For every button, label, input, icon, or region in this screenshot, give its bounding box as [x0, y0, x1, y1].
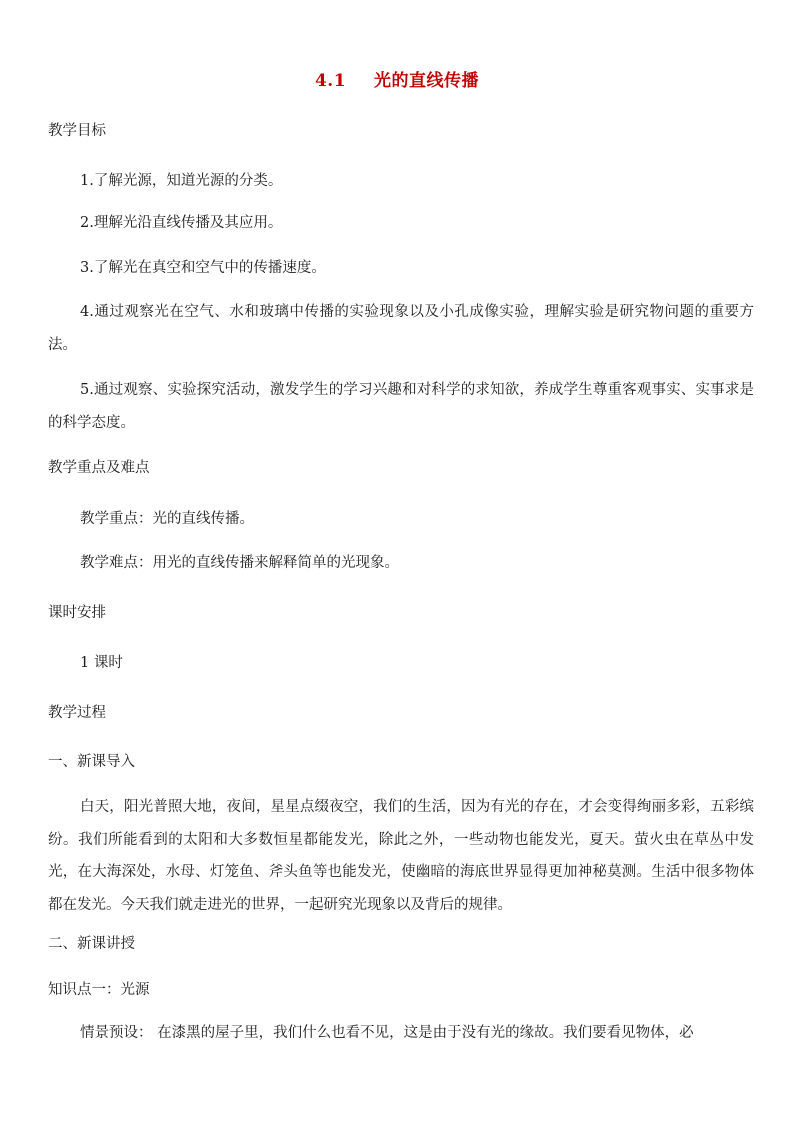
keypoint-text: 教学重点：光的直线传播。	[80, 511, 254, 527]
objective-item-2: 2.理解光沿直线传播及其应用。	[80, 215, 283, 231]
objective-item-3: 3.了解光在真空和空气中的传播速度。	[80, 260, 326, 276]
keypoints-heading: 教学重点及难点	[48, 460, 150, 476]
section-number: 4.1	[314, 71, 347, 91]
process-heading: 教学过程	[48, 705, 106, 721]
intro-heading: 一、新课导入	[48, 754, 135, 770]
objectives-heading: 教学目标	[48, 123, 106, 139]
objective-item-1: 1.了解光源，知道光源的分类。	[80, 173, 283, 189]
objective-item-4: 4.通过观察光在空气、水和玻璃中传播的实验现象以及小孔成像实验，理解实验是研究物问题的重要方法。	[48, 304, 754, 353]
lecture-heading: 二、新课讲授	[48, 936, 135, 952]
knowledge-point-1-heading: 知识点一：光源	[48, 982, 150, 998]
difficulty-text: 教学难点：用光的直线传播来解释简单的光现象。	[80, 555, 399, 571]
schedule-heading: 课时安排	[48, 605, 106, 621]
scenario-paragraph: 情景预设： 在漆黑的屋子里，我们什么也看不见，这是由于没有光的缘故。我们要看见物体，必	[80, 1025, 694, 1041]
title-text: 光的直线传播	[374, 71, 480, 91]
document-title	[0, 66, 794, 91]
schedule-text: 1 课时	[80, 655, 123, 671]
intro-paragraph: 白天，阳光普照大地，夜间，星星点缀夜空，我们的生活，因为有光的存在，才会变得绚丽多彩，五彩缤纷。我们所能看到的太阳和大多数恒星都能发光，除此之外，一些动物也能发光，夏天。萤火虫在草丛中发光，在大海深处，水母、灯笼鱼、斧头鱼等也能发光，使幽暗的海底世界显得更加神秘莫测。生活中很多物体都在发光。今天我们就走进光的世界，一起研究光现象以及背后的规律。	[48, 799, 754, 913]
objective-item-5: 5.通过观察、实验探究活动，激发学生的学习兴趣和对科学的求知欲，养成学生尊重客观事实、实事求是的科学态度。	[48, 382, 754, 431]
